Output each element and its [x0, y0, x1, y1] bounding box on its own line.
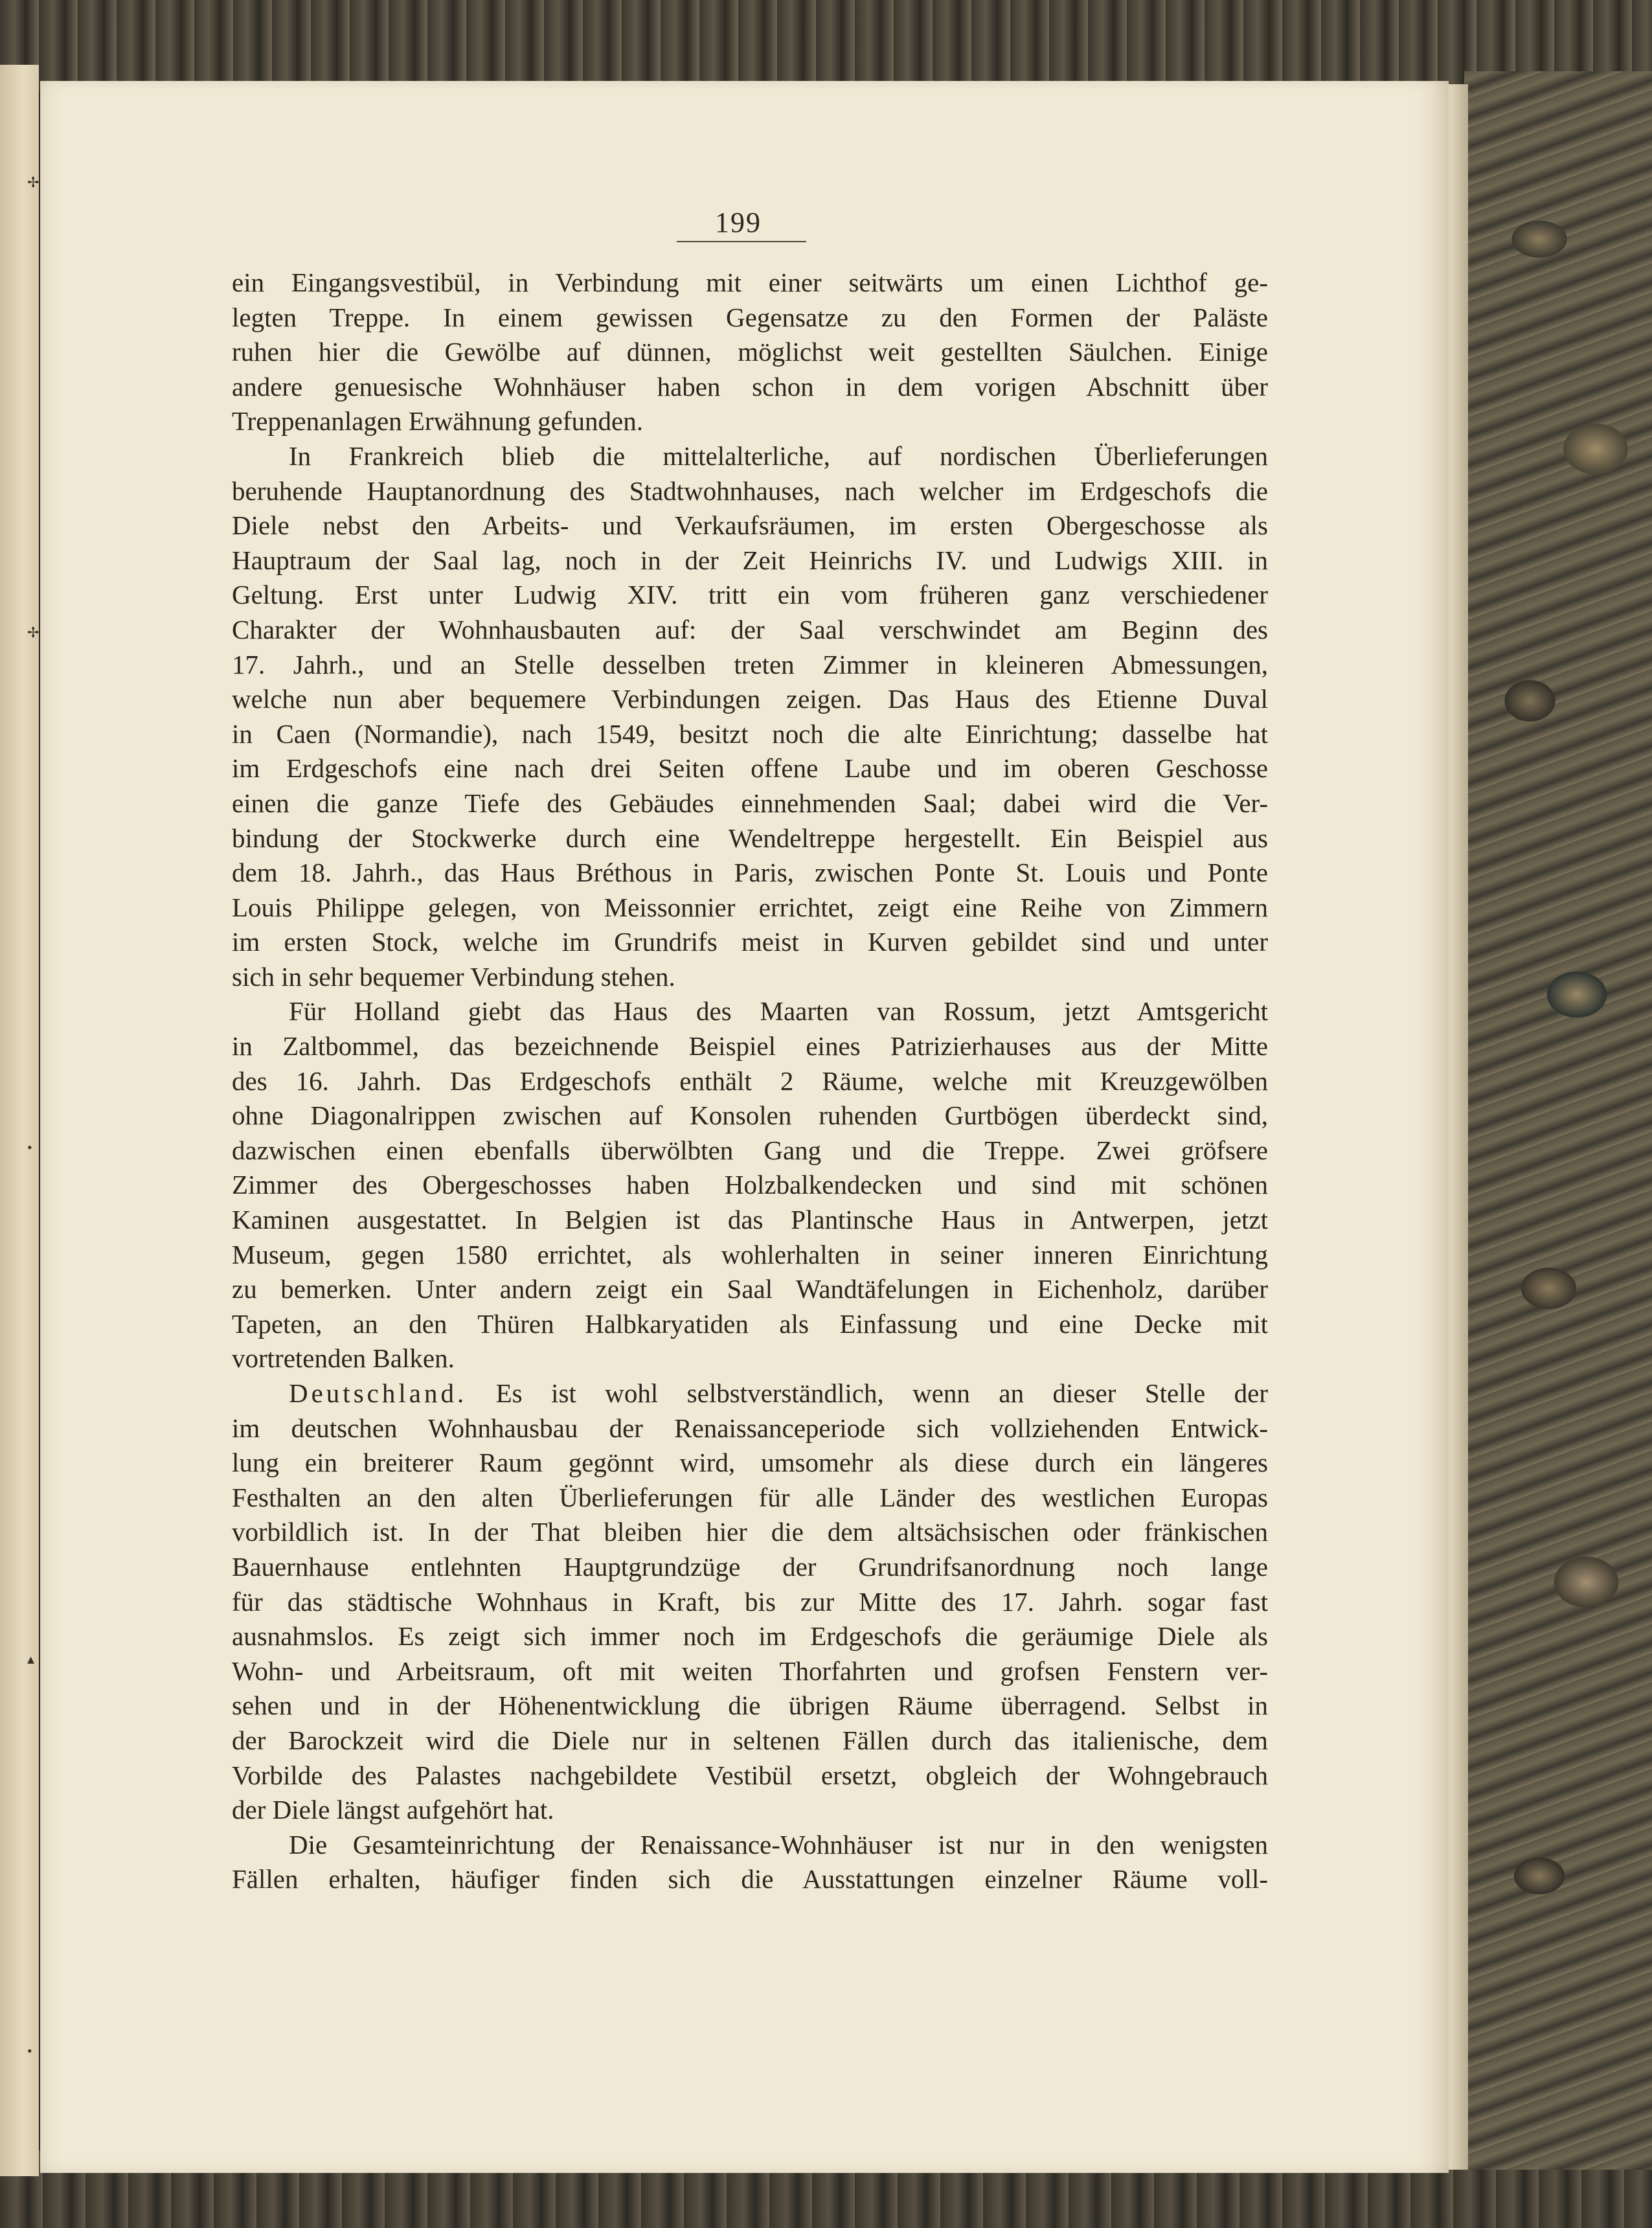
text-line: der Barockzeit wird die Diele nur in seltenen Fällen durch das italienische, dem	[232, 1725, 1268, 1755]
text-line: Tapeten, an den Thüren Halbkaryatiden als Einfassung und eine Decke mit	[232, 1308, 1268, 1339]
text-line: Die Gesamteinrichtung der Renaissance-Wohnhäuser ist nur in den wenigsten	[289, 1829, 1268, 1859]
text-line	[232, 1376, 1268, 1411]
text-line: der Diele längst aufgehört hat.	[232, 1795, 554, 1825]
page-number-rule	[677, 241, 806, 242]
page-fleck-mark: ▴	[27, 1651, 35, 1667]
book-cover-top-edge	[0, 0, 1652, 91]
text-line: beruhende Hauptanordnung des Stadtwohnhauses, nach welcher im Erdgeschofs die	[232, 475, 1268, 506]
facing-page-edge	[0, 65, 39, 2176]
text-line: 17. Jahrh., und an Stelle desselben treten Zimmer in kleineren Abmessungen,	[232, 649, 1268, 679]
page-fleck-mark: ✢	[27, 174, 40, 190]
marbled-binding	[1464, 71, 1652, 2170]
text-line: ein Eingangsvestibül, in Verbindung mit einer seitwärts um einen Lichthof ge-	[232, 267, 1268, 297]
text-line: Festhalten an den alten Überlieferungen für alle Länder des westlichen Europas	[232, 1482, 1268, 1512]
text-line: Kaminen ausgestattet. In Belgien ist das Plantinsche Haus in Antwerpen, jetzt	[232, 1205, 1268, 1235]
text-line: andere genuesische Wohnhäuser haben schon in dem vorigen Abschnitt über	[232, 371, 1268, 402]
body-text	[232, 266, 1268, 1897]
text-line: in Caen (Normandie), nach 1549, besitzt noch die alte Einrichtung; dasselbe hat	[232, 718, 1268, 749]
text-line: im Erdgeschofs eine nach drei Seiten offene Laube und im oberen Geschosse	[232, 753, 1268, 784]
text-line: Für Holland giebt das Haus des Maarten van Rossum, jetzt Amtsgericht	[289, 996, 1268, 1027]
text-line: bindung der Stockwerke durch eine Wendeltreppe hergestellt. Ein Beispiel aus	[232, 823, 1268, 853]
page-number: 199	[715, 207, 762, 238]
text-line: ohne Diagonalrippen zwischen auf Konsolen ruhenden Gurtbögen überdeckt sind,	[232, 1100, 1268, 1131]
text-line: Wohn- und Arbeitsraum, oft mit weiten Thorfahrten und grofsen Fenstern ver-	[232, 1655, 1268, 1686]
text-line: ruhen hier die Gewölbe auf dünnen, möglichst weit gestellten Säulchen. Einige	[232, 337, 1268, 367]
text-line: sich in sehr bequemer Verbindung stehen.	[232, 961, 675, 992]
page-fleck-mark: •	[27, 1139, 32, 1155]
section-heading-deutschland: Deutschland.	[289, 1378, 468, 1408]
text-line: Louis Philippe gelegen, von Meissonnier errichtet, zeigt eine Reihe von Zimmern	[232, 892, 1268, 922]
text-line: vortretenden Balken.	[232, 1343, 455, 1374]
text-line: Hauptraum der Saal lag, noch in der Zeit Heinrichs IV. und Ludwigs XIII. in	[232, 545, 1268, 575]
text-line: Vorbilde des Palastes nachgebildete Vestibül ersetzt, obgleich der Wohngebrauch	[232, 1760, 1268, 1790]
text-line: Diele nebst den Arbeits- und Verkaufsräumen, im ersten Obergeschosse als	[232, 510, 1268, 541]
text-line: Museum, gegen 1580 errichtet, als wohlerhalten in seiner inneren Einrichtung	[232, 1239, 1268, 1269]
text-line: Zimmer des Obergeschosses haben Holzbalkendecken und sind mit schönen	[232, 1170, 1268, 1200]
text-line: für das städtische Wohnhaus in Kraft, bis zur Mitte des 17. Jahrh. sogar fast	[232, 1586, 1268, 1617]
text-line: dem 18. Jahrh., das Haus Bréthous in Paris, zwischen Ponte St. Louis und Ponte	[232, 858, 1268, 888]
text-line: Geltung. Erst unter Ludwig XIV. tritt ein vom früheren ganz verschiedener	[232, 580, 1268, 610]
text-line: vorbildlich ist. In der That bleiben hier die dem altsächsischen oder fränkischen	[232, 1517, 1268, 1547]
text-line: im ersten Stock, welche im Grundrifs meist in Kurven gebildet sind und unter	[232, 927, 1268, 957]
text-line: zu bemerken. Unter andern zeigt ein Saal Wandtäfelungen in Eichenholz, darüber	[232, 1274, 1268, 1304]
text-line: dazwischen einen ebenfalls überwölbten Gang und die Treppe. Zwei gröfsere	[232, 1135, 1268, 1165]
text-line: in Zaltbommel, das bezeichnende Beispiel eines Patrizierhauses aus der Mitte	[232, 1031, 1268, 1062]
page-fleck-mark: ✢	[27, 624, 40, 641]
text-line: legten Treppe. In einem gewissen Gegensatze zu den Formen der Paläste	[232, 302, 1268, 332]
text-line: ausnahmslos. Es zeigt sich immer noch im Erdgeschofs die geräumige Diele als	[232, 1621, 1268, 1652]
page-stack-edge	[1449, 84, 1468, 2170]
text-line: Treppenanlagen Erwähnung gefunden.	[232, 406, 643, 437]
text-line: sehen und in der Höhenentwicklung die übrigen Räume überragend. Selbst in	[232, 1690, 1268, 1721]
text-line: welche nun aber bequemere Verbindungen zeigen. Das Haus des Etienne Duval	[232, 684, 1268, 714]
text-line: lung ein breiterer Raum gegönnt wird, umsomehr als diese durch ein längeres	[232, 1448, 1268, 1478]
text-line: einen die ganze Tiefe des Gebäudes einnehmenden Saal; dabei wird die Ver-	[232, 788, 1268, 818]
text-line-tail: Es ist wohl selbstverständlich, wenn an dieser Stelle der	[467, 1378, 1268, 1408]
page-fleck-mark: •	[27, 2043, 32, 2059]
text-line: In Frankreich blieb die mittelalterliche, auf nordischen Überlieferungen	[289, 440, 1268, 471]
text-line: des 16. Jahrh. Das Erdgeschofs enthält 2 Räume, welche mit Kreuzgewölben	[232, 1065, 1268, 1096]
text-line: Fällen erhalten, häufiger finden sich die Ausstattungen einzelner Räume voll-	[232, 1864, 1268, 1894]
text-line: im deutschen Wohnhausbau der Renaissanceperiode sich vollziehenden Entwick-	[232, 1413, 1268, 1443]
text-line: Charakter der Wohnhausbauten auf: der Saal verschwindet am Beginn des	[232, 614, 1268, 644]
text-line: Bauernhause entlehnten Hauptgrundzüge der Grundrifsanordnung noch lange	[232, 1551, 1268, 1582]
